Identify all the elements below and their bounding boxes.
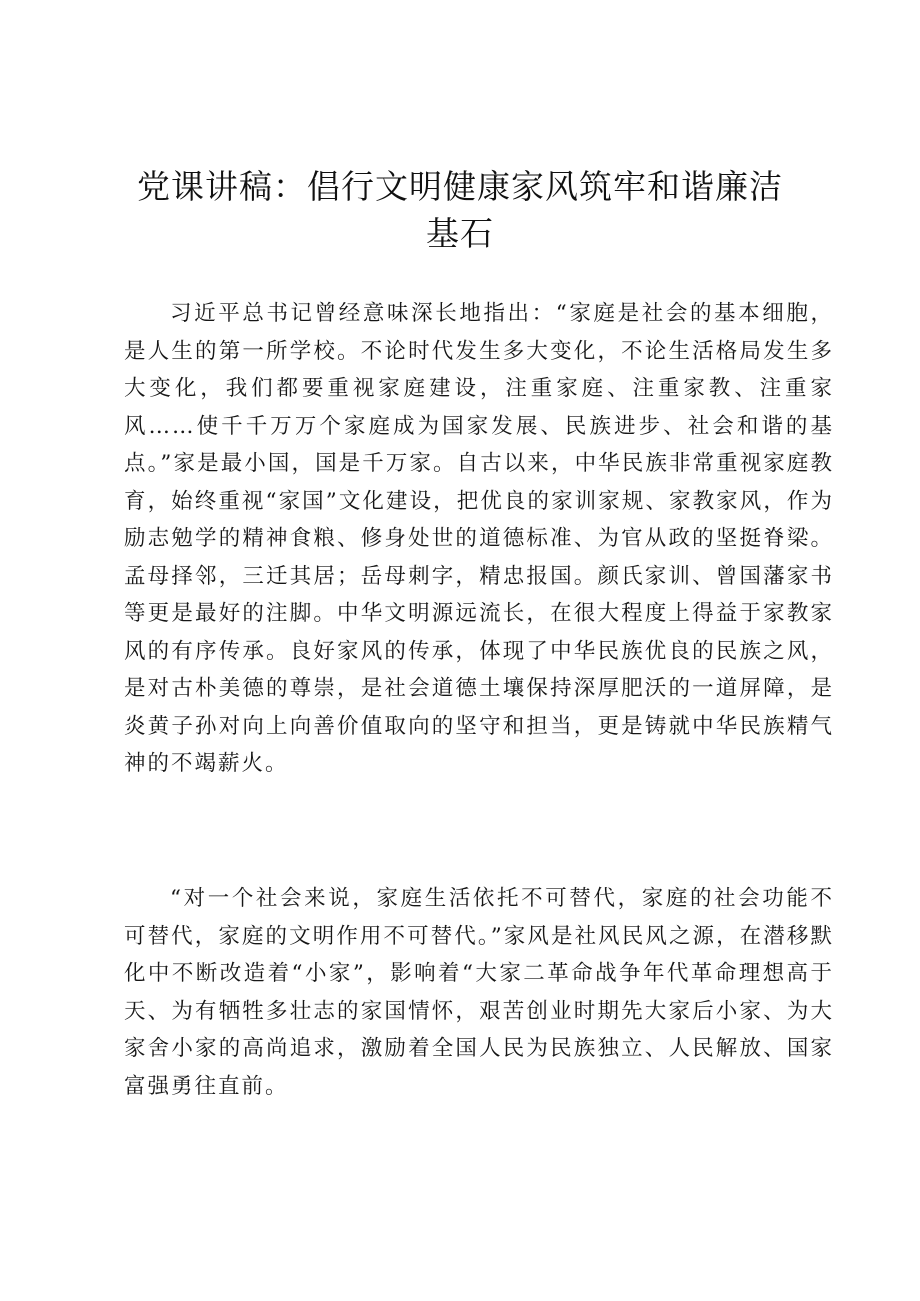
title-line-1: 党课讲稿：倡行文明健康家风筑牢和谐廉洁 — [137, 167, 783, 206]
title-line-2: 基石 — [426, 214, 494, 253]
document-title — [110, 163, 810, 257]
body-paragraph-2: “对一个社会来说，家庭生活依托不可替代，家庭的社会功能不可替代，家庭的文明作用不可替代。”家风是社风民风之源，在潜移默化中不断改造着“小家”，影响着“大家二革命战争年代革命理想高于天、为有牺牲多壮志的家国情怀，艰苦创业时期先大家后小家、为大家舍小家的高尚追求，激励着全国人民为民族独立、人民解放、国家富强勇往直前。 — [124, 886, 834, 1099]
body-paragraph-1: 习近平总书记曾经意味深长地指出：“家庭是社会的基本细胞，是人生的第一所学校。不论时代发生多大变化，不论生活格局发生多大变化，我们都要重视家庭建设，注重家庭、注重家教、注重家风……使千千万万个家庭成为国家发展、民族进步、社会和谐的基点。”家是最小国，国是千万家。自古以来，中华民族非常重视家庭教育，始终重视“家国”文化建设，把优良的家训家规、家教家风，作为励志勉学的精神食粮、修身处世的道德标准、为官从政的坚挺脊梁。孟母择邻，三迁其居；岳母刺字，精忠报国。颜氏家训、曾国藩家书等更是最好的注脚。中华文明源远流长，在很大程度上得益于家教家风的有序传承。良好家风的传承，体现了中华民族优良的民族之风，是对古朴美德的尊崇，是社会道德土壤保持深厚肥沃的一道屏障，是炎黄子孙对向上向善价值取向的坚守和担当，更是铸就中华民族精气神的不竭薪火。 — [124, 301, 834, 776]
